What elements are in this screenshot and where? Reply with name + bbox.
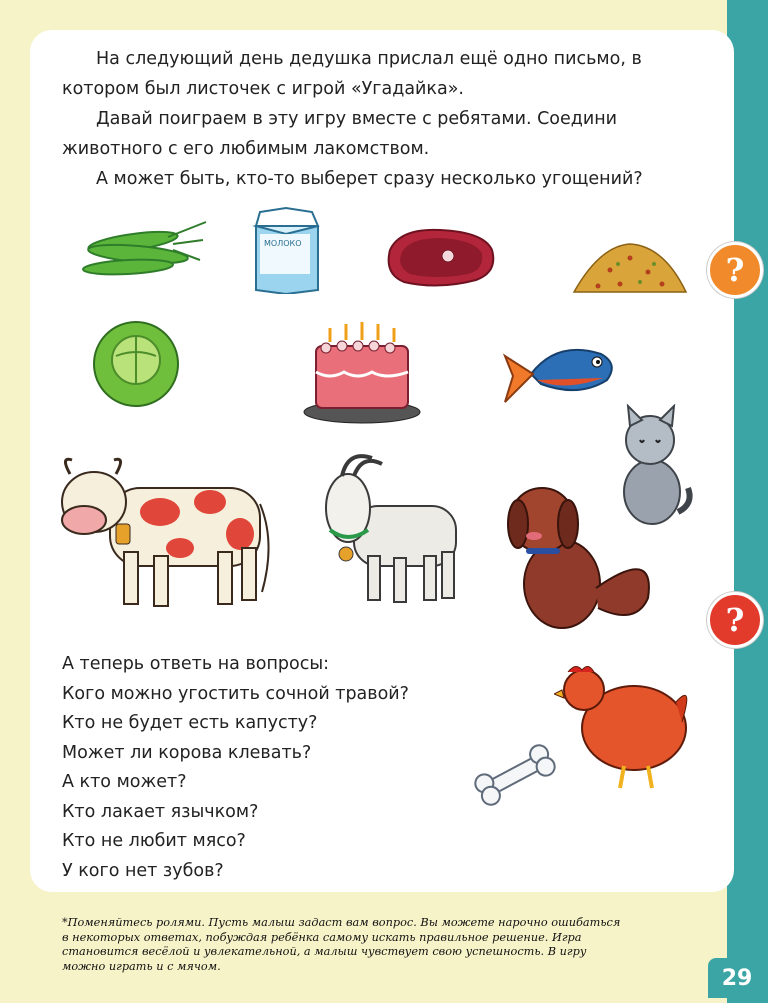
intro-text [62,44,712,194]
milk-carton-icon [248,206,324,294]
goat-icon [312,448,462,608]
cabbage-icon [88,318,184,410]
question-item: Может ли корова клевать? [62,742,312,763]
birthday-cake-icon [300,318,424,426]
hint-badge-icon: ? [707,242,763,298]
questions-heading: А теперь ответь на вопросы: [62,654,330,674]
meat-steak-icon [380,220,500,292]
cow-icon [50,452,278,620]
footnote: *Поменяйтесь ролями. Пусть малыш задаст вам вопрос. Вы можете нарочно ошибаться в некоторых ответах, побуждая ребёнка самому искать правильное решение. Игра становится весёлой и увлекательной, а малыш чувствует свою успешность. В игру можно играть и с мячом. [62,916,621,973]
intro-paragraph-2: Давай поиграем в эту игру вместе с ребятами. Соедини животного с его любимым лакомством. [62,109,618,159]
intro-paragraph-1: На следующий день дедушка прислал ещё одно письмо, в котором был листочек с игрой «Угадайка». [62,49,642,99]
green-grass-icon [78,212,208,287]
question-badge-icon: ? [707,592,763,648]
question-item: Кого можно угостить сочной травой? [62,683,409,704]
question-item: Кто лакает язычком? [62,801,259,822]
dog-icon [496,476,666,636]
bone-icon [472,742,558,808]
question-item: У кого нет зубов? [62,860,224,881]
questions-list [62,650,409,886]
question-item: Кто не любит мясо? [62,831,246,851]
fish-icon [503,332,621,416]
grain-pile-icon [570,236,690,306]
question-item: Кто не будет есть капусту? [62,713,318,733]
intro-paragraph-3: А может быть, кто-то выберет сразу несколько угощений? [96,169,643,189]
hen-icon [554,662,694,792]
question-item: А кто может? [62,772,187,792]
page-number: 29 [708,958,766,998]
milk-carton-label: МОЛОКО [264,239,302,248]
